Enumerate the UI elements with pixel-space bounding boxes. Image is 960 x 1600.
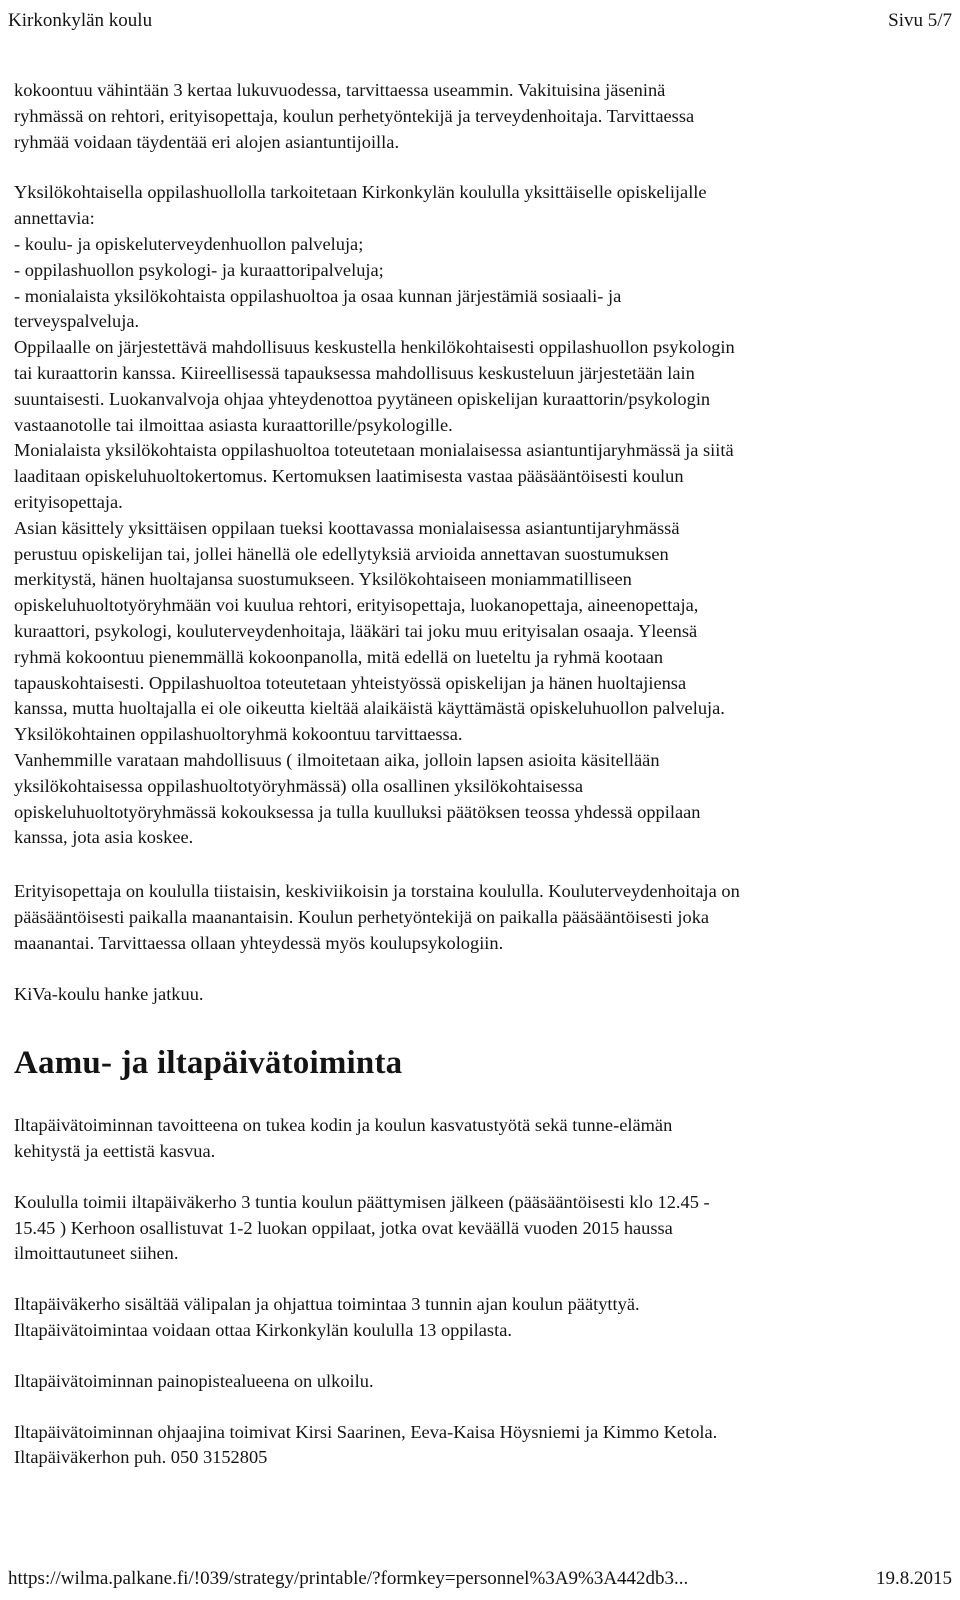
text-line: Oppilaalle on järjestettävä mahdollisuus keskustella henkilökohtaisesti oppilashuollon psykologin (14, 337, 735, 358)
paragraph-individual-student-welfare (14, 180, 944, 851)
text-line: ryhmää voidaan täydentää eri alojen asiantuntijoilla. (14, 131, 400, 152)
text-line: Yksilökohtaisella oppilashuollolla tarkoitetaan Kirkonkylän koululla yksittäiselle opiskelijalle (14, 182, 707, 203)
text-line: Iltapäivätoimintaa voidaan ottaa Kirkonkylän koululla 13 oppilasta. (14, 1320, 512, 1341)
text-line: suuntaisesti. Luokanvalvoja ohjaa yhteydenottoa pyytäneen opiskelijan kuraattorin/psykologin (14, 388, 711, 409)
text-line: opiskeluhuoltotyöryhmässä kokouksessa ja tulla kuulluksi päätöksen teossa yhdessä oppilaan (14, 801, 701, 822)
section-heading: Aamu- ja iltapäivätoiminta (14, 1045, 403, 1082)
header-school-name: Kirkonkylän koulu (8, 10, 153, 31)
text-line: Asian käsittely yksittäisen oppilaan tueksi koottavassa monialaisessa asiantuntijaryhmässä (14, 517, 680, 538)
text-line: - koulu- ja opiskeluterveydenhuollon palveluja; (14, 233, 364, 254)
paragraph-staff-schedule (14, 879, 944, 956)
text-line: vastaanotolle tai ilmoittaa asiasta kuraattorille/psykologille. (14, 414, 453, 435)
text-line: pääsääntöisesti paikalla maanantaisin. Koulun perhetyöntekijä on paikalla pääsääntöisesti joka (14, 906, 710, 927)
page-header (8, 6, 952, 36)
text-line: opiskeluhuoltotyöryhmään voi kuulua rehtori, erityisopettaja, luokanopettaja, aineenopettaja, (14, 595, 699, 616)
text-line: Iltapäiväkerho sisältää välipalan ja ohjattua toimintaa 3 tunnin ajan koulun päätyttyä. (14, 1294, 640, 1315)
text-line: KiVa-koulu hanke jatkuu. (14, 983, 204, 1004)
text-line: Iltapäivätoiminnan ohjaajina toimivat Kirsi Saarinen, Eeva-Kaisa Höysniemi ja Kimmo Ketola. (14, 1421, 718, 1442)
text-line: ryhmässä on rehtori, erityisopettaja, koulun perhetyöntekijä ja terveydenhoitaja. Tarvittaessa (14, 105, 695, 126)
text-line: merkitystä, hänen huoltajansa suostumukseen. Yksilökohtaiseen moniammatilliseen (14, 569, 632, 590)
text-line: Iltapäivätoiminnan tavoitteena on tukea kodin ja koulun kasvatustyötä sekä tunne-elämän (14, 1115, 673, 1136)
paragraph-afternoon-focus (14, 1369, 944, 1395)
text-line: tapauskohtaisesti. Oppilashuoltoa toteutetaan yhteistyössä opiskelijan ja hänen huoltajiensa (14, 672, 687, 693)
footer-date: 19.8.2015 (876, 1568, 952, 1589)
text-line: kehitystä ja eettistä kasvua. (14, 1141, 216, 1162)
text-line: Iltapäivätoiminnan painopistealueena on ulkoilu. (14, 1370, 374, 1391)
text-line: kokoontuu vähintään 3 kertaa lukuvuodessa, tarvittaessa useammin. Vakituisina jäseninä (14, 80, 666, 100)
text-line: ilmoittautuneet siihen. (14, 1243, 179, 1264)
text-line: laaditaan opiskeluhuoltokertomus. Kertomuksen laatimisesta vastaa pääsääntöisesti koulun (14, 466, 684, 487)
paragraph-kiva-project (14, 982, 944, 1008)
paragraph-afternoon-club-hours (14, 1190, 944, 1267)
text-line: Vanhemmille varataan mahdollisuus ( ilmoitetaan aika, jolloin lapsen asioita käsitellään (14, 749, 660, 770)
page-footer (8, 1564, 952, 1594)
text-line: terveyspalveluja. (14, 311, 140, 332)
text-line: perustuu opiskelijan tai, jollei hänellä ole edellytyksiä arvioida annettavan suostumuksen (14, 543, 669, 564)
text-line: kanssa, mutta huoltajalla ei ole oikeutta kieltää alaikäistä käyttämästä opiskeluhuollon palveluja. (14, 698, 725, 719)
text-line: Erityisopettaja on koululla tiistaisin, keskiviikoisin ja torstaina koululla. Kouluterveydenhoitaja on (14, 881, 740, 902)
text-line: - oppilashuollon psykologi- ja kuraattoripalveluja; (14, 259, 384, 280)
text-line: maanantai. Tarvittaessa ollaan yhteydessä myös koulupsykologiin. (14, 932, 504, 953)
text-line: Monialaista yksilökohtaista oppilashuoltoa toteutetaan monialaisessa asiantuntijaryhmässä ja siitä (14, 440, 734, 461)
text-line: 15.45 ) Kerhoon osallistuvat 1-2 luokan oppilaat, jotka ovat keväällä vuoden 2015 haussa (14, 1217, 673, 1238)
paragraph-afternoon-instructors (14, 1420, 944, 1472)
text-line: kuraattori, psykologi, kouluterveydenhoitaja, lääkäri tai joku muu erityisalan osaaja. Yleensä (14, 620, 698, 641)
text-line: erityisopettaja. (14, 491, 123, 512)
header-page-number: Sivu 5/7 (888, 10, 952, 31)
text-line: tai kuraattorin kanssa. Kiireellisessä tapauksessa mahdollisuus keskusteluun järjestetään lain (14, 362, 695, 383)
text-line: kanssa, jota asia koskee. (14, 827, 194, 848)
text-line: Yksilökohtainen oppilashuoltoryhmä kokoontuu tarvittaessa. (14, 724, 463, 745)
paragraph-afternoon-club-content (14, 1292, 944, 1344)
footer-url: https://wilma.palkane.fi/!039/strategy/printable/?formkey=personnel%3A9%3A442db3... (8, 1568, 689, 1589)
text-line: Iltapäiväkerhon puh. 050 3152805 (14, 1447, 268, 1468)
text-line: yksilökohtaisessa oppilashuoltotyöryhmässä) olla osallinen yksilökohtaisessa (14, 775, 584, 796)
text-line: Koululla toimii iltapäiväkerho 3 tuntia koulun päättymisen jälkeen (pääsääntöisesti klo 12.45 - (14, 1191, 710, 1212)
paragraph-group-meetings (14, 78, 944, 155)
text-line: ryhmä kokoontuu pienemmällä kokoonpanolla, mitä edellä on lueteltu ja ryhmä kootaan (14, 646, 664, 667)
text-line: annettavia: (14, 208, 95, 229)
paragraph-afternoon-goal (14, 1113, 944, 1165)
document-body (14, 78, 944, 1471)
text-line: - monialaista yksilökohtaista oppilashuoltoa ja osaa kunnan järjestämiä sosiaali- ja (14, 285, 622, 306)
